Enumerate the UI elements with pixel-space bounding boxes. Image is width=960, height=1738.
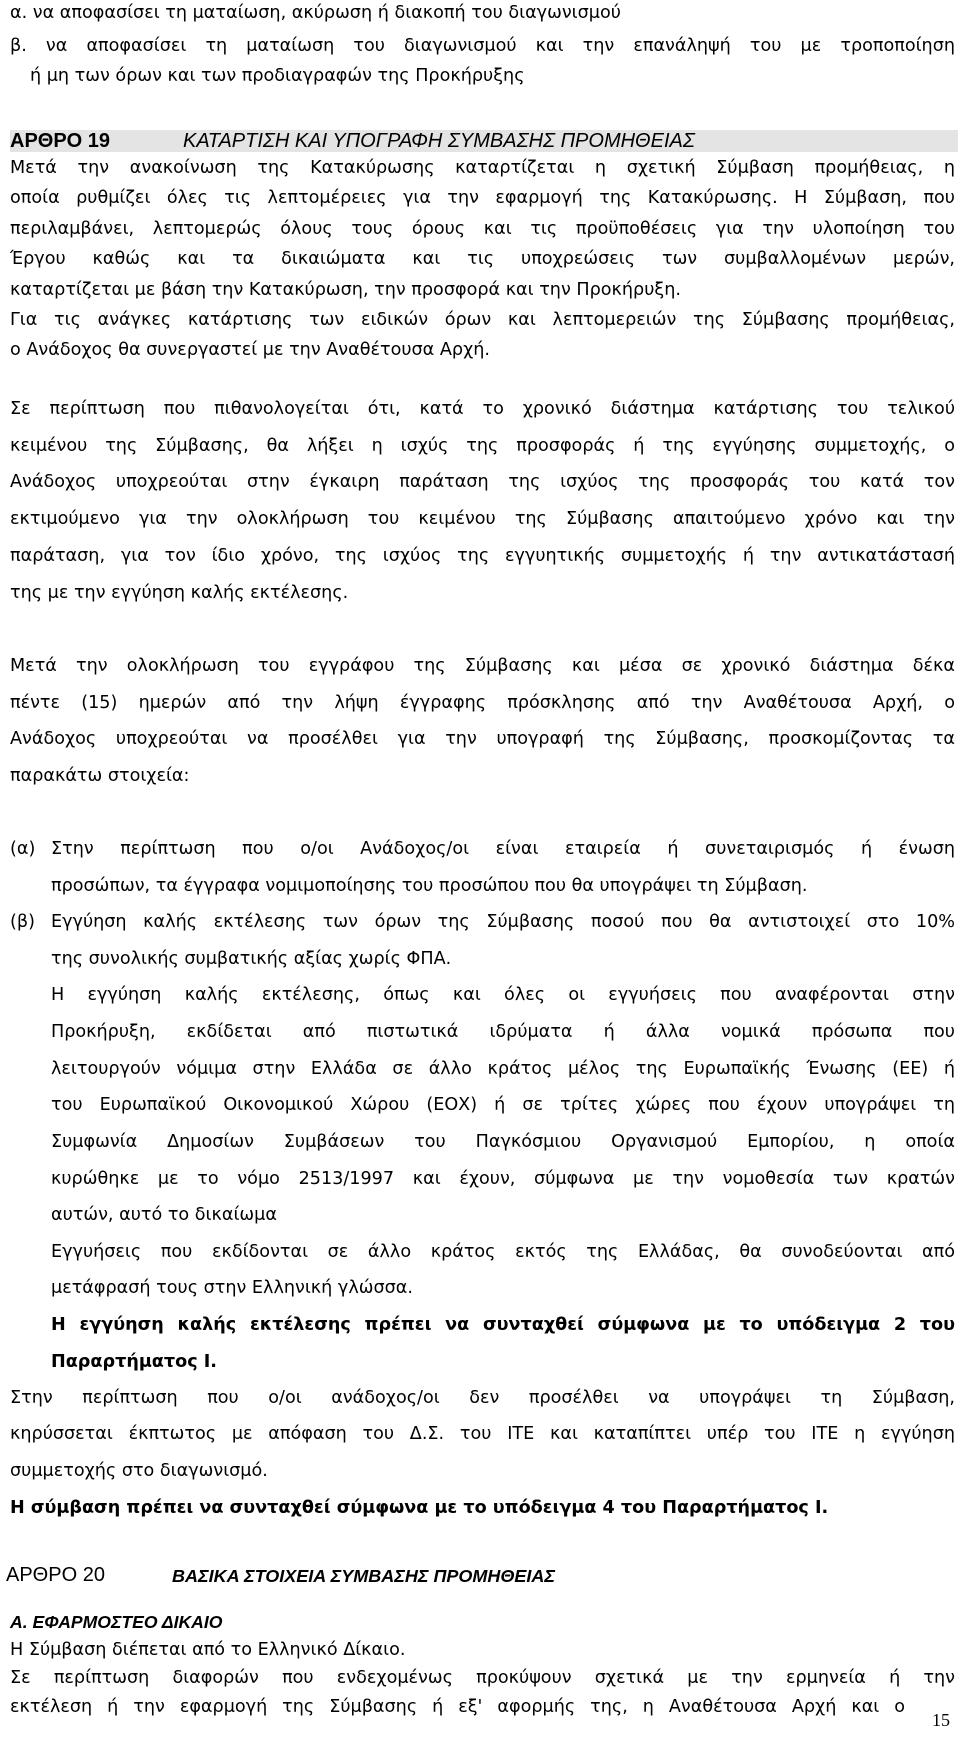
article-20-title: ΒΑΣΙΚΑ ΣΤΟΙΧΕΙΑ ΣΥΜΒΑΣΗΣ ΠΡΟΜΗΘΕΙΑΣ (172, 1566, 556, 1586)
paragraph-line: εκτέλεση ή την εφαρμογή της Σύμβασης ή εξ' αφορμής της, η Αναθέτουσα Αρχή και ο (10, 1697, 905, 1717)
item-b-line: λειτουργούν νόμιμα στην Ελλάδα σε άλλο κράτος μέλος της Ευρωπαϊκής Ένωσης (ΕΕ) ή (51, 1059, 955, 1079)
item-b-line: Η εγγύηση καλής εκτέλεσης, όπως και όλες οι εγγυήσεις που αναφέρονται στην (51, 985, 955, 1005)
item-b-line: Συμφωνία Δημοσίων Συμβάσεων του Παγκόσμιου Οργανισμού Εμπορίου, η οποία (51, 1132, 955, 1152)
item-b-line: αυτών, αυτό το δικαίωμα (51, 1205, 277, 1225)
article-20-number: ΑΡΘΡΟ 20 (6, 1564, 105, 1586)
item-b-label: (β) (10, 912, 35, 932)
paragraph-line: Η Σύμβαση διέπεται από το Ελληνικό Δίκαιο. (10, 1640, 406, 1660)
paragraph-line: περιλαμβάνει, λεπτομερώς όλους τους όρους και τις προϋποθέσεις για την υλοποίηση του (10, 219, 955, 239)
paragraph-line: Έργου καθώς και τα δικαιώματα και τις υποχρεώσεις των συμβαλλομένων μερών, (10, 249, 955, 269)
page-number: 15 (932, 1710, 950, 1730)
paragraph-line: Ανάδοχος υποχρεούται στην έγκαιρη παράταση της ισχύος της προσφοράς του κατά τον (10, 472, 955, 492)
article-19-number: ΑΡΘΡΟ 19 (10, 130, 111, 152)
item-a-line: προσώπων, τα έγγραφα νομιμοποίησης του προσώπου που θα υπογράψει τη Σύμβαση. (51, 876, 808, 896)
paragraph-line: πέντε (15) ημερών από την λήψη έγγραφης πρόσκλησης από την Αναθέτουσα Αρχή, ο (10, 693, 955, 713)
item-b-line: Προκήρυξη, εκδίδεται από πιστωτικά ιδρύματα ή άλλα νομικά πρόσωπα που (51, 1022, 955, 1042)
list-item-a: α. να αποφασίσει τη ματαίωση, ακύρωση ή διακοπή του διαγωνισμού (10, 3, 621, 23)
paragraph-line: Στην περίπτωση που ο/οι ανάδοχος/οι δεν προσέλθει να υπογράψει τη Σύμβαση, (10, 1388, 955, 1408)
paragraph-line: Μετά την ανακοίνωση της Κατακύρωσης καταρτίζεται η σχετική Σύμβαση προμήθειας, η (10, 158, 955, 178)
paragraph-line: ο Ανάδοχος θα συνεργαστεί με την Αναθέτουσα Αρχή. (10, 340, 490, 360)
item-a-line: Στην περίπτωση που ο/οι Ανάδοχος/οι είναι εταιρεία ή συνεταιρισμός ή ένωση (51, 839, 955, 859)
paragraph-line: κειμένου της Σύμβασης, θα λήξει η ισχύς της προσφοράς ή της εγγύησης συμμετοχής, ο (10, 436, 955, 456)
item-b-line: Εγγύηση καλής εκτέλεσης των όρων της Σύμβασης ποσού που θα αντιστοιχεί στο 10% (51, 912, 955, 932)
paragraph-line: Σε περίπτωση διαφορών που ενδεχομένως προκύψουν σχετικά με την ερμηνεία ή την (10, 1668, 955, 1688)
article-19-title: ΚΑΤΑΡΤΙΣΗ ΚΑΙ ΥΠΟΓΡΑΦΗ ΣΥΜΒΑΣΗΣ ΠΡΟΜΗΘΕΙΑΣ (183, 130, 695, 152)
item-b-bold-line: Παραρτήματος Ι. (51, 1352, 217, 1372)
item-b-line: κυρώθηκε με το νόμο 2513/1997 και έχουν, σύμφωνα με την νομοθεσία των κρατών (51, 1169, 955, 1189)
paragraph-line: παρακάτω στοιχεία: (10, 766, 190, 786)
paragraph-line: κηρύσσεται έκπτωτος με απόφαση του Δ.Σ. του ΙΤΕ και καταπίπτει υπέρ του ΙΤΕ η εγγύηση (10, 1424, 955, 1444)
item-b-line: Εγγυήσεις που εκδίδονται σε άλλο κράτος εκτός της Ελλάδας, θα συνοδεύονται από (51, 1242, 955, 1262)
item-b-line: της συνολικής συμβατικής αξίας χωρίς ΦΠΑ. (51, 949, 452, 969)
paragraph-line: συμμετοχής στο διαγωνισμό. (10, 1461, 268, 1481)
item-a-label: (α) (10, 839, 36, 859)
item-b-bold-line: Η εγγύηση καλής εκτέλεσης πρέπει να συνταχθεί σύμφωνα με το υπόδειγμα 2 του (51, 1315, 955, 1335)
item-b-line: μετάφρασή τους στην Ελληνική γλώσσα. (51, 1278, 413, 1298)
paragraph-line: καταρτίζεται με βάση την Κατακύρωση, την προσφορά και την Προκήρυξη. (10, 280, 681, 300)
paragraph-bold-line: Η σύμβαση πρέπει να συνταχθεί σύμφωνα με το υπόδειγμα 4 του Παραρτήματος Ι. (10, 1498, 829, 1518)
paragraph-line: της με την εγγύηση καλής εκτέλεσης. (10, 583, 349, 603)
item-b-line: του Ευρωπαϊκού Οικονομικού Χώρου (ΕΟΧ) ή σε τρίτες χώρες που έχουν υπογράψει τη (51, 1095, 955, 1115)
list-item-b: β. να αποφασίσει τη ματαίωση του διαγωνισμού και την επανάληψή του με τροποποίηση (10, 36, 955, 56)
paragraph-line: παράταση, για τον ίδιο χρόνο, της ισχύος της εγγυητικής συμμετοχής ή την αντικατάστασή (10, 546, 955, 566)
subheading-applicable-law: Α. ΕΦΑΡΜΟΣΤΕΟ ΔΙΚΑΙΟ (10, 1612, 223, 1632)
paragraph-line: Σε περίπτωση που πιθανολογείται ότι, κατά το χρονικό διάστημα κατάρτισης του τελικού (10, 399, 955, 419)
paragraph-line: Για τις ανάγκες κατάρτισης των ειδικών όρων και λεπτομερειών της Σύμβασης προμήθειας, (10, 310, 955, 330)
list-item-b-cont: ή μη των όρων και των προδιαγραφών της Προκήρυξης (30, 66, 525, 86)
paragraph-line: Μετά την ολοκλήρωση του εγγράφου της Σύμβασης και μέσα σε χρονικό διάστημα δέκα (10, 656, 955, 676)
paragraph-line: οποία ρυθμίζει όλες τις λεπτομέρειες για την εφαρμογή της Κατακύρωσης. Η Σύμβαση, που (10, 188, 955, 208)
paragraph-line: εκτιμούμενο για την ολοκλήρωση του κειμένου της Σύμβασης απαιτούμενο χρόνο και την (10, 509, 955, 529)
paragraph-line: Ανάδοχος υποχρεούται να προσέλθει για την υπογραφή της Σύμβασης, προσκομίζοντας τα (10, 729, 955, 749)
